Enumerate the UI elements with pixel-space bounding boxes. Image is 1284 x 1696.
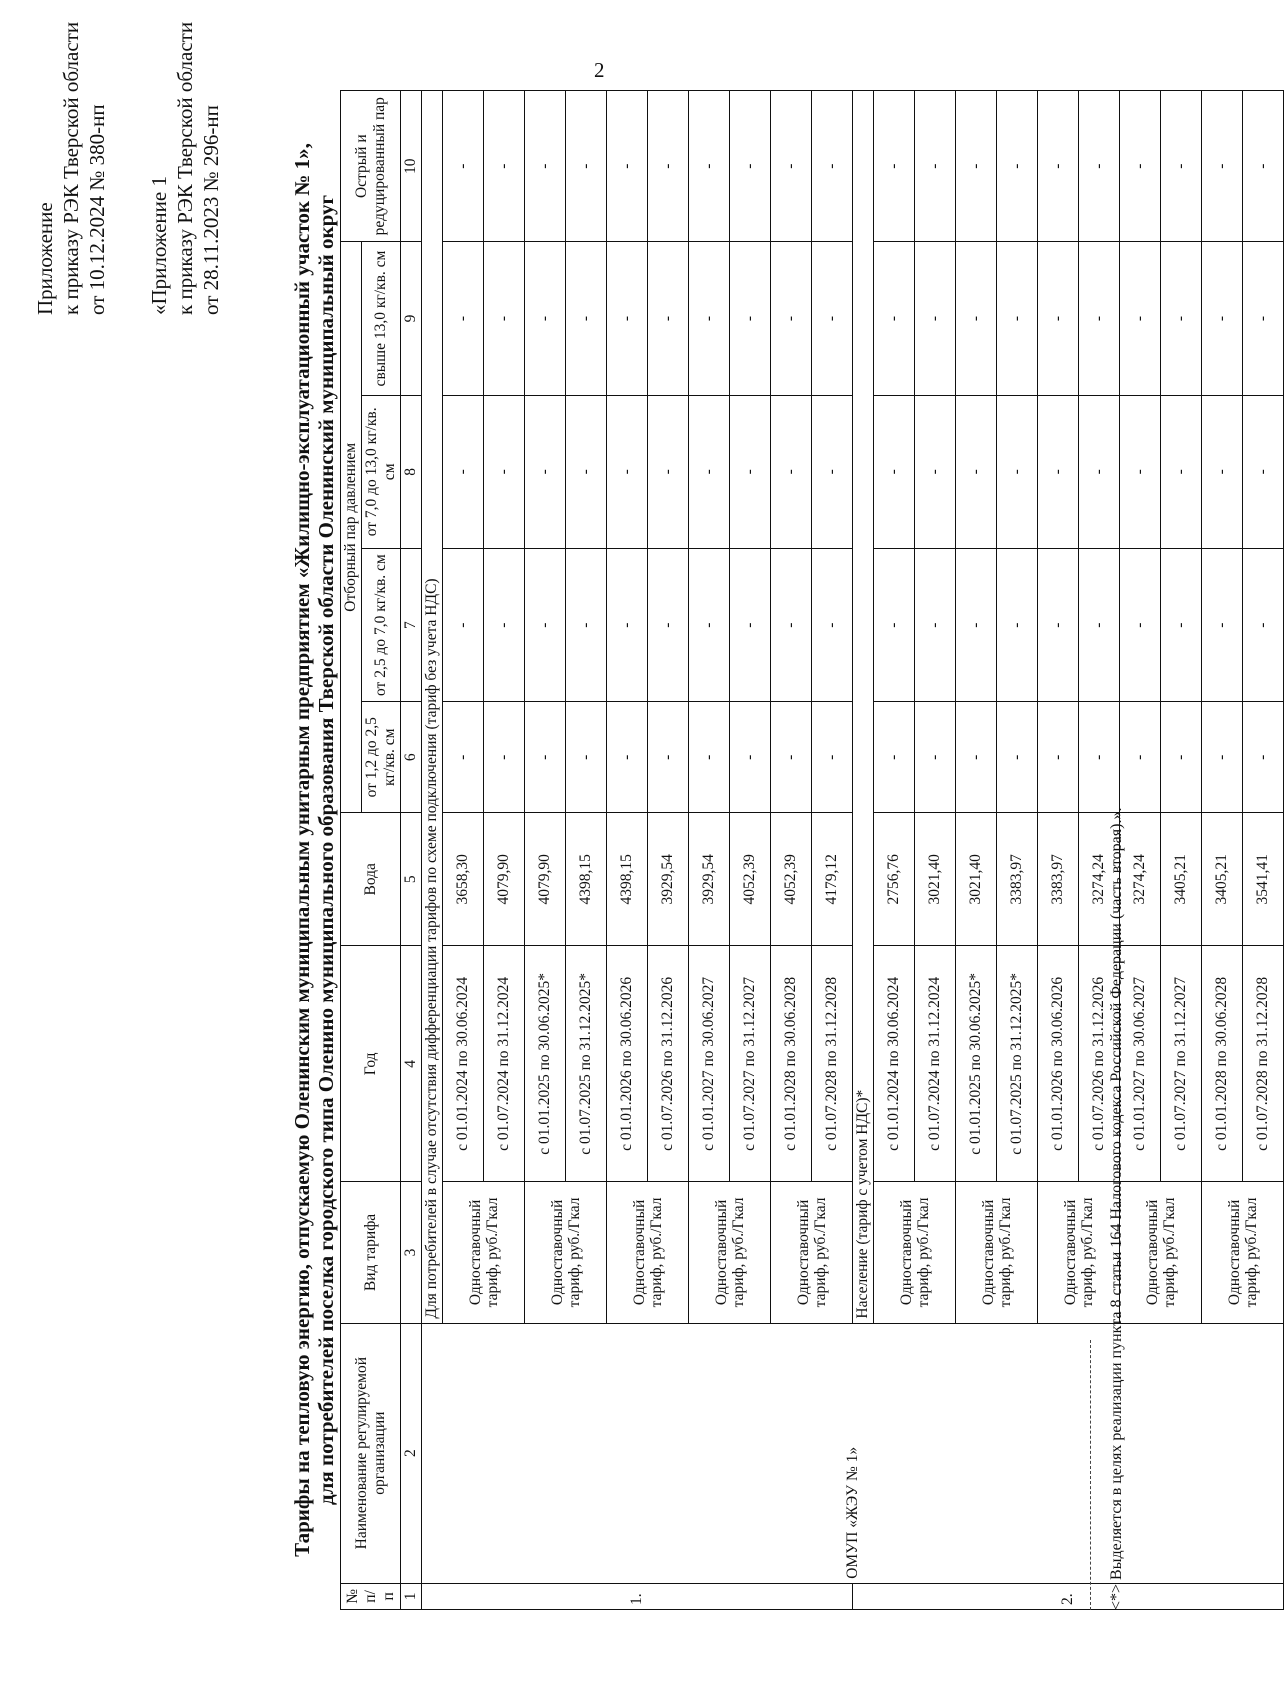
empty-value: - xyxy=(484,548,525,701)
empty-value: - xyxy=(997,395,1038,548)
empty-value: - xyxy=(525,702,566,813)
tariff-kind: Одноставочный тариф, руб./Гкал xyxy=(874,1182,956,1323)
column-number: 4 xyxy=(401,946,422,1182)
empty-value: - xyxy=(1079,548,1120,701)
empty-value: - xyxy=(443,395,484,548)
header-line: от 28.11.2023 № 296-нп xyxy=(199,105,223,315)
period: с 01.07.2025 по 31.12.2025* xyxy=(997,946,1038,1182)
header-line: к приказу РЭК Тверской области xyxy=(173,21,197,315)
header-steam-group: Отборный пар давлением xyxy=(341,242,362,813)
header-line: к приказу РЭК Тверской области xyxy=(59,21,83,315)
header-live-steam: Острый и редуцированный пар xyxy=(341,91,401,242)
footnote-divider xyxy=(1090,1340,1091,1610)
empty-value: - xyxy=(1038,242,1079,395)
empty-value: - xyxy=(874,702,915,813)
column-number: 9 xyxy=(401,242,422,395)
empty-value: - xyxy=(1243,242,1284,395)
water-tariff: 3383,97 xyxy=(1038,813,1079,946)
water-tariff: 4052,39 xyxy=(771,813,812,946)
period: с 01.07.2024 по 31.12.2024 xyxy=(915,946,956,1182)
empty-value: - xyxy=(812,702,853,813)
page-number: 2 xyxy=(594,58,605,82)
tariff-kind: Одноставочный тариф, руб./Гкал xyxy=(1120,1182,1202,1323)
period: с 01.01.2024 по 30.06.2024 xyxy=(443,946,484,1182)
tariff-table xyxy=(340,90,1284,1610)
empty-value: - xyxy=(648,548,689,701)
water-tariff: 3274,24 xyxy=(1120,813,1161,946)
water-tariff: 3541,41 xyxy=(1243,813,1284,946)
header-line: от 10.12.2024 № 380-нп xyxy=(85,104,109,315)
tariff-kind: Одноставочный тариф, руб./Гкал xyxy=(771,1182,853,1323)
water-tariff: 4398,15 xyxy=(607,813,648,946)
water-tariff: 3929,54 xyxy=(648,813,689,946)
empty-value: - xyxy=(525,395,566,548)
water-tariff: 3405,21 xyxy=(1161,813,1202,946)
empty-value: - xyxy=(607,242,648,395)
empty-value: - xyxy=(956,395,997,548)
column-number: 3 xyxy=(401,1182,422,1323)
empty-value: - xyxy=(874,548,915,701)
section-title: Для потребителей в случае отсутствия дифференциации тарифов по схеме подключения (тариф без учета НДС) xyxy=(422,91,443,1324)
empty-value: - xyxy=(997,548,1038,701)
header-steam-2: от 2,5 до 7,0 кг/кв. см xyxy=(362,548,401,701)
empty-value: - xyxy=(566,395,607,548)
empty-value: - xyxy=(443,548,484,701)
empty-value: - xyxy=(915,91,956,242)
section-title: Население (тариф с учетом НДС)* xyxy=(853,91,874,1324)
empty-value: - xyxy=(1120,242,1161,395)
empty-value: - xyxy=(607,395,648,548)
header-water: Вода xyxy=(341,813,401,946)
tariff-kind: Одноставочный тариф, руб./Гкал xyxy=(1038,1182,1120,1323)
period: с 01.01.2027 по 30.06.2027 xyxy=(689,946,730,1182)
empty-value: - xyxy=(525,548,566,701)
header-line: Приложение xyxy=(33,202,57,315)
empty-value: - xyxy=(484,395,525,548)
empty-value: - xyxy=(730,91,771,242)
water-tariff: 3929,54 xyxy=(689,813,730,946)
empty-value: - xyxy=(443,702,484,813)
empty-value: - xyxy=(607,548,648,701)
empty-value: - xyxy=(874,91,915,242)
header-year: Год xyxy=(341,946,401,1182)
empty-value: - xyxy=(525,91,566,242)
empty-value: - xyxy=(689,548,730,701)
column-number-row xyxy=(401,91,422,1610)
period: с 01.01.2025 по 30.06.2025* xyxy=(956,946,997,1182)
header-steam-1: от 1,2 до 2,5 кг/кв. см xyxy=(362,702,401,813)
header-num: № п/п xyxy=(341,1583,401,1609)
empty-value: - xyxy=(1161,91,1202,242)
period: с 01.07.2025 по 31.12.2025* xyxy=(566,946,607,1182)
rotated-page-content xyxy=(18,21,1271,1650)
empty-value: - xyxy=(915,702,956,813)
empty-value: - xyxy=(1079,395,1120,548)
empty-value: - xyxy=(484,702,525,813)
period: с 01.01.2028 по 30.06.2028 xyxy=(771,946,812,1182)
period: с 01.01.2026 по 30.06.2026 xyxy=(1038,946,1079,1182)
tariff-kind: Одноставочный тариф, руб./Гкал xyxy=(607,1182,689,1323)
period: с 01.07.2027 по 31.12.2027 xyxy=(1161,946,1202,1182)
empty-value: - xyxy=(1079,702,1120,813)
empty-value: - xyxy=(812,548,853,701)
empty-value: - xyxy=(1202,702,1243,813)
period: с 01.01.2026 по 30.06.2026 xyxy=(607,946,648,1182)
period: с 01.01.2028 по 30.06.2028 xyxy=(1202,946,1243,1182)
empty-value: - xyxy=(1079,91,1120,242)
empty-value: - xyxy=(607,702,648,813)
period: с 01.07.2026 по 31.12.2026 xyxy=(1079,946,1120,1182)
empty-value: - xyxy=(525,242,566,395)
empty-value: - xyxy=(1202,395,1243,548)
empty-value: - xyxy=(1243,395,1284,548)
empty-value: - xyxy=(771,702,812,813)
empty-value: - xyxy=(812,91,853,242)
period: с 01.07.2024 по 31.12.2024 xyxy=(484,946,525,1182)
section-number: 1. xyxy=(422,1583,853,1609)
column-number: 10 xyxy=(401,91,422,242)
empty-value: - xyxy=(956,702,997,813)
column-number: 7 xyxy=(401,548,422,701)
column-number: 2 xyxy=(401,1323,422,1583)
empty-value: - xyxy=(566,548,607,701)
empty-value: - xyxy=(484,91,525,242)
tariff-kind: Одноставочный тариф, руб./Гкал xyxy=(443,1182,525,1323)
tariff-kind: Одноставочный тариф, руб./Гкал xyxy=(525,1182,607,1323)
empty-value: - xyxy=(771,91,812,242)
header-line: «Приложение 1 xyxy=(147,176,171,315)
empty-value: - xyxy=(1202,242,1243,395)
period: с 01.01.2025 по 30.06.2025* xyxy=(525,946,566,1182)
empty-value: - xyxy=(771,395,812,548)
period: с 01.07.2026 по 31.12.2026 xyxy=(648,946,689,1182)
header-previous-order xyxy=(146,15,224,315)
empty-value: - xyxy=(689,242,730,395)
empty-value: - xyxy=(1079,242,1120,395)
empty-value: - xyxy=(915,242,956,395)
section-number: 2. xyxy=(853,1583,1284,1609)
column-number: 6 xyxy=(401,702,422,813)
header-steam-3: от 7,0 до 13,0 кг/кв. см xyxy=(362,395,401,548)
empty-value: - xyxy=(956,548,997,701)
empty-value: - xyxy=(812,395,853,548)
empty-value: - xyxy=(1038,395,1079,548)
water-tariff: 4398,15 xyxy=(566,813,607,946)
empty-value: - xyxy=(915,548,956,701)
empty-value: - xyxy=(997,242,1038,395)
organization-name: ОМУП «ЖЭУ № 1» xyxy=(422,1323,1284,1583)
empty-value: - xyxy=(1038,91,1079,242)
empty-value: - xyxy=(1243,91,1284,242)
empty-value: - xyxy=(648,702,689,813)
empty-value: - xyxy=(730,395,771,548)
empty-value: - xyxy=(874,242,915,395)
tariff-kind: Одноставочный тариф, руб./Гкал xyxy=(689,1182,771,1323)
empty-value: - xyxy=(1120,702,1161,813)
empty-value: - xyxy=(1038,702,1079,813)
empty-value: - xyxy=(689,702,730,813)
period: с 01.07.2027 по 31.12.2027 xyxy=(730,946,771,1182)
header-steam-4: свыше 13,0 кг/кв. см xyxy=(362,242,401,395)
empty-value: - xyxy=(1243,702,1284,813)
water-tariff: 3405,21 xyxy=(1202,813,1243,946)
empty-value: - xyxy=(997,91,1038,242)
empty-value: - xyxy=(1202,91,1243,242)
empty-value: - xyxy=(607,91,648,242)
empty-value: - xyxy=(689,91,730,242)
empty-value: - xyxy=(730,702,771,813)
period: с 01.07.2028 по 31.12.2028 xyxy=(812,946,853,1182)
empty-value: - xyxy=(1038,548,1079,701)
empty-value: - xyxy=(1120,91,1161,242)
empty-value: - xyxy=(566,91,607,242)
empty-value: - xyxy=(1161,395,1202,548)
document-title xyxy=(290,50,338,1650)
water-tariff: 3383,97 xyxy=(997,813,1038,946)
column-number: 5 xyxy=(401,813,422,946)
empty-value: - xyxy=(1120,395,1161,548)
period: с 01.07.2028 по 31.12.2028 xyxy=(1243,946,1284,1182)
period: с 01.01.2024 по 30.06.2024 xyxy=(874,946,915,1182)
water-tariff: 3658,30 xyxy=(443,813,484,946)
empty-value: - xyxy=(443,242,484,395)
empty-value: - xyxy=(1161,242,1202,395)
water-tariff: 4079,90 xyxy=(525,813,566,946)
header-org: Наименование регулируемой организации xyxy=(341,1323,401,1583)
empty-value: - xyxy=(956,242,997,395)
empty-value: - xyxy=(1161,702,1202,813)
empty-value: - xyxy=(812,242,853,395)
empty-value: - xyxy=(566,702,607,813)
water-tariff: 3021,40 xyxy=(956,813,997,946)
footnote: <*> Выделяется в целях реализации пункта 8 статьи 164 Налогового кодекса Российской Федерации (часть вторая).». xyxy=(1108,807,1125,1610)
header-kind: Вид тарифа xyxy=(341,1182,401,1323)
empty-value: - xyxy=(771,548,812,701)
water-tariff: 4179,12 xyxy=(812,813,853,946)
empty-value: - xyxy=(484,242,525,395)
section-row xyxy=(422,91,443,1610)
empty-value: - xyxy=(874,395,915,548)
water-tariff: 2756,76 xyxy=(874,813,915,946)
title-line: для потребителей поселка городского типа Оленино муниципального образования Тверской области Оленинский муниципальный округ xyxy=(314,194,338,1506)
empty-value: - xyxy=(1161,548,1202,701)
column-number: 8 xyxy=(401,395,422,548)
water-tariff: 4079,90 xyxy=(484,813,525,946)
water-tariff: 4052,39 xyxy=(730,813,771,946)
water-tariff: 3274,24 xyxy=(1079,813,1120,946)
empty-value: - xyxy=(648,242,689,395)
empty-value: - xyxy=(771,242,812,395)
period: с 01.01.2027 по 30.06.2027 xyxy=(1120,946,1161,1182)
empty-value: - xyxy=(566,242,607,395)
column-number: 1 xyxy=(401,1583,422,1609)
empty-value: - xyxy=(1202,548,1243,701)
empty-value: - xyxy=(730,548,771,701)
empty-value: - xyxy=(648,91,689,242)
empty-value: - xyxy=(648,395,689,548)
empty-value: - xyxy=(1120,548,1161,701)
tariff-kind: Одноставочный тариф, руб./Гкал xyxy=(956,1182,1038,1323)
table-body xyxy=(422,91,1284,1610)
empty-value: - xyxy=(689,395,730,548)
water-tariff: 3021,40 xyxy=(915,813,956,946)
empty-value: - xyxy=(915,395,956,548)
empty-value: - xyxy=(997,702,1038,813)
empty-value: - xyxy=(956,91,997,242)
tariff-kind: Одноставочный тариф, руб./Гкал xyxy=(1202,1182,1284,1323)
header-current-order xyxy=(32,15,110,315)
empty-value: - xyxy=(443,91,484,242)
title-line: Тарифы на тепловую энергию, отпускаемую Оленинским муниципальным унитарным предприятием «Жилищно-эксплуатационный участок № 1», xyxy=(290,143,314,1557)
empty-value: - xyxy=(1243,548,1284,701)
empty-value: - xyxy=(730,242,771,395)
